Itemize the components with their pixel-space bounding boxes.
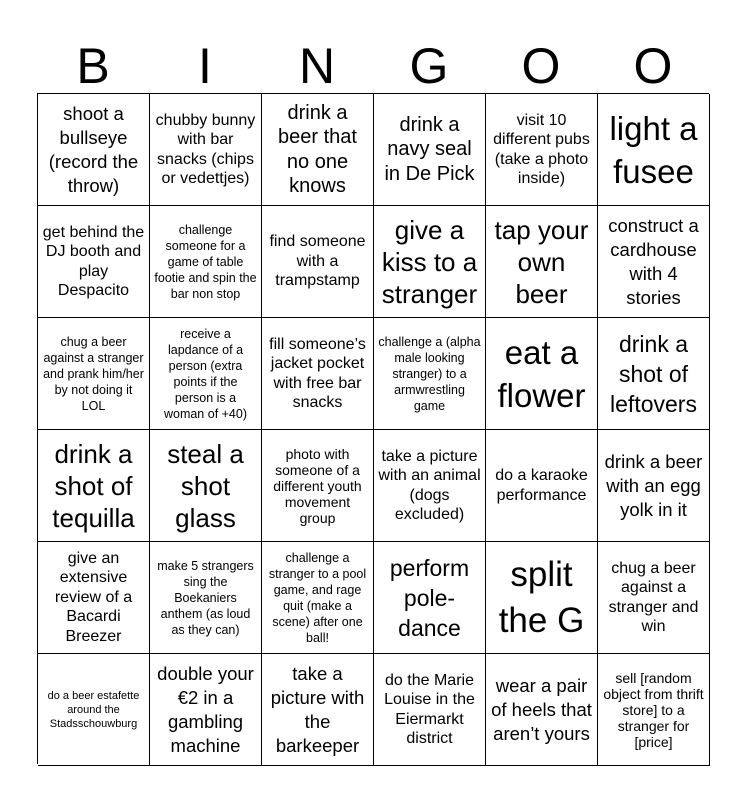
- bingo-cell[interactable]: [262, 318, 374, 430]
- bingo-cell[interactable]: [598, 542, 710, 654]
- cell-text: challenge a (alpha male looking stranger) to a armwrestling game: [378, 334, 481, 413]
- cell-text: shoot a bullseye (record the throw): [48, 102, 139, 196]
- bingo-cell[interactable]: [374, 542, 486, 654]
- bingo-cell[interactable]: [486, 542, 598, 654]
- bingo-cell[interactable]: [598, 206, 710, 318]
- cell-text: split the G: [498, 554, 585, 640]
- cell-text: chug a beer against a stranger and win: [608, 559, 699, 635]
- bingo-cell[interactable]: [150, 318, 262, 430]
- cell-text: challenge a stranger to a pool game, and rage quit (make a scene) after one ball!: [268, 550, 367, 645]
- bingo-cell[interactable]: [486, 94, 598, 206]
- cell-text: photo with someone of a different youth movement group: [273, 445, 362, 526]
- bingo-cell[interactable]: [262, 430, 374, 542]
- cell-text: give a kiss to a stranger: [381, 214, 478, 309]
- cell-text: construct a cardhouse with 4 stories: [608, 214, 699, 308]
- bingo-cell[interactable]: [374, 206, 486, 318]
- bingo-cell[interactable]: [150, 654, 262, 766]
- bingo-grid: [37, 93, 709, 764]
- cell-text: sell [random object from thrift store] to a stranger for [price]: [603, 669, 704, 750]
- cell-text: take a picture with the barkeeper: [270, 662, 365, 756]
- bingo-cell[interactable]: [38, 430, 150, 542]
- cell-text: steal a shot glass: [167, 438, 244, 533]
- cell-text: get behind the DJ booth and play Despacito: [42, 223, 145, 299]
- bingo-cell[interactable]: [598, 430, 710, 542]
- cell-text: drink a beer with an egg yolk in it: [604, 450, 703, 520]
- cell-text: perform pole-dance: [389, 554, 470, 641]
- bingo-cell[interactable]: [374, 430, 486, 542]
- bingo-cell[interactable]: [150, 94, 262, 206]
- cell-text: give an extensive review of a Bacardi Breezer: [54, 549, 133, 645]
- cell-text: double your €2 in a gambling machine: [157, 662, 254, 756]
- bingo-cell[interactable]: [38, 94, 150, 206]
- cell-text: tap your own beer: [494, 214, 589, 309]
- cell-text: drink a beer that no one knows: [278, 101, 357, 197]
- bingo-cell[interactable]: [150, 430, 262, 542]
- header-letter-o: O: [521, 38, 561, 94]
- bingo-cell[interactable]: [262, 542, 374, 654]
- bingo-cell[interactable]: [598, 94, 710, 206]
- bingo-cell[interactable]: [486, 318, 598, 430]
- cell-text: make 5 strangers sing the Boekaniers anthem (as loud as they can): [157, 558, 254, 637]
- cell-text: receive a lapdance of a person (extra points if the person is a woman of +40): [163, 326, 248, 421]
- bingo-cell[interactable]: [38, 654, 150, 766]
- cell-text: do the Marie Louise in the Eiermarkt district: [384, 671, 475, 747]
- bingo-cell[interactable]: [262, 654, 374, 766]
- cell-text: find someone with a trampstamp: [269, 233, 366, 290]
- cell-text: do a beer estafette around the Stadsschouwburg: [47, 689, 140, 730]
- cell-text: challenge someone for a game of table footie and spin the bar non stop: [154, 222, 257, 301]
- cell-text: chubby bunny with bar snacks (chips or vedettjes): [155, 111, 256, 187]
- cell-text: chug a beer against a stranger and prank him/her by not doing it LOL: [43, 334, 144, 413]
- bingo-cell[interactable]: [262, 206, 374, 318]
- cell-text: drink a navy seal in De Pick: [384, 113, 475, 185]
- header-letter-n: N: [298, 38, 336, 94]
- header-letter-g: G: [409, 38, 449, 94]
- header-letter-b: B: [76, 38, 110, 94]
- bingo-cell[interactable]: [598, 654, 710, 766]
- bingo-cell[interactable]: [38, 206, 150, 318]
- bingo-cell[interactable]: [486, 430, 598, 542]
- bingo-cell[interactable]: [38, 542, 150, 654]
- cell-text: drink a shot of tequilla: [52, 438, 135, 533]
- header-letter-o-2: O: [633, 38, 673, 94]
- bingo-cell[interactable]: [486, 654, 598, 766]
- cell-text: do a karaoke performance: [495, 467, 588, 504]
- cell-text: take a picture with an animal (dogs excluded): [378, 447, 481, 523]
- bingo-header: [37, 38, 709, 94]
- bingo-cell[interactable]: [374, 654, 486, 766]
- bingo-cell[interactable]: [150, 542, 262, 654]
- header-letter-i: I: [198, 38, 212, 94]
- cell-text: fill someone’s jacket pocket with free bar snacks: [269, 335, 366, 411]
- cell-text: eat a flower: [497, 333, 586, 414]
- bingo-cell[interactable]: [598, 318, 710, 430]
- bingo-cell[interactable]: [150, 206, 262, 318]
- cell-text: light a fusee: [609, 109, 698, 190]
- bingo-cell[interactable]: [486, 206, 598, 318]
- bingo-cell[interactable]: [374, 318, 486, 430]
- bingo-cell[interactable]: [374, 94, 486, 206]
- cell-text: drink a shot of leftovers: [610, 330, 697, 417]
- bingo-cell[interactable]: [38, 318, 150, 430]
- cell-text: wear a pair of heels that aren’t yours: [491, 674, 592, 744]
- cell-text: visit 10 different pubs (take a photo inside): [493, 111, 590, 187]
- bingo-cell[interactable]: [262, 94, 374, 206]
